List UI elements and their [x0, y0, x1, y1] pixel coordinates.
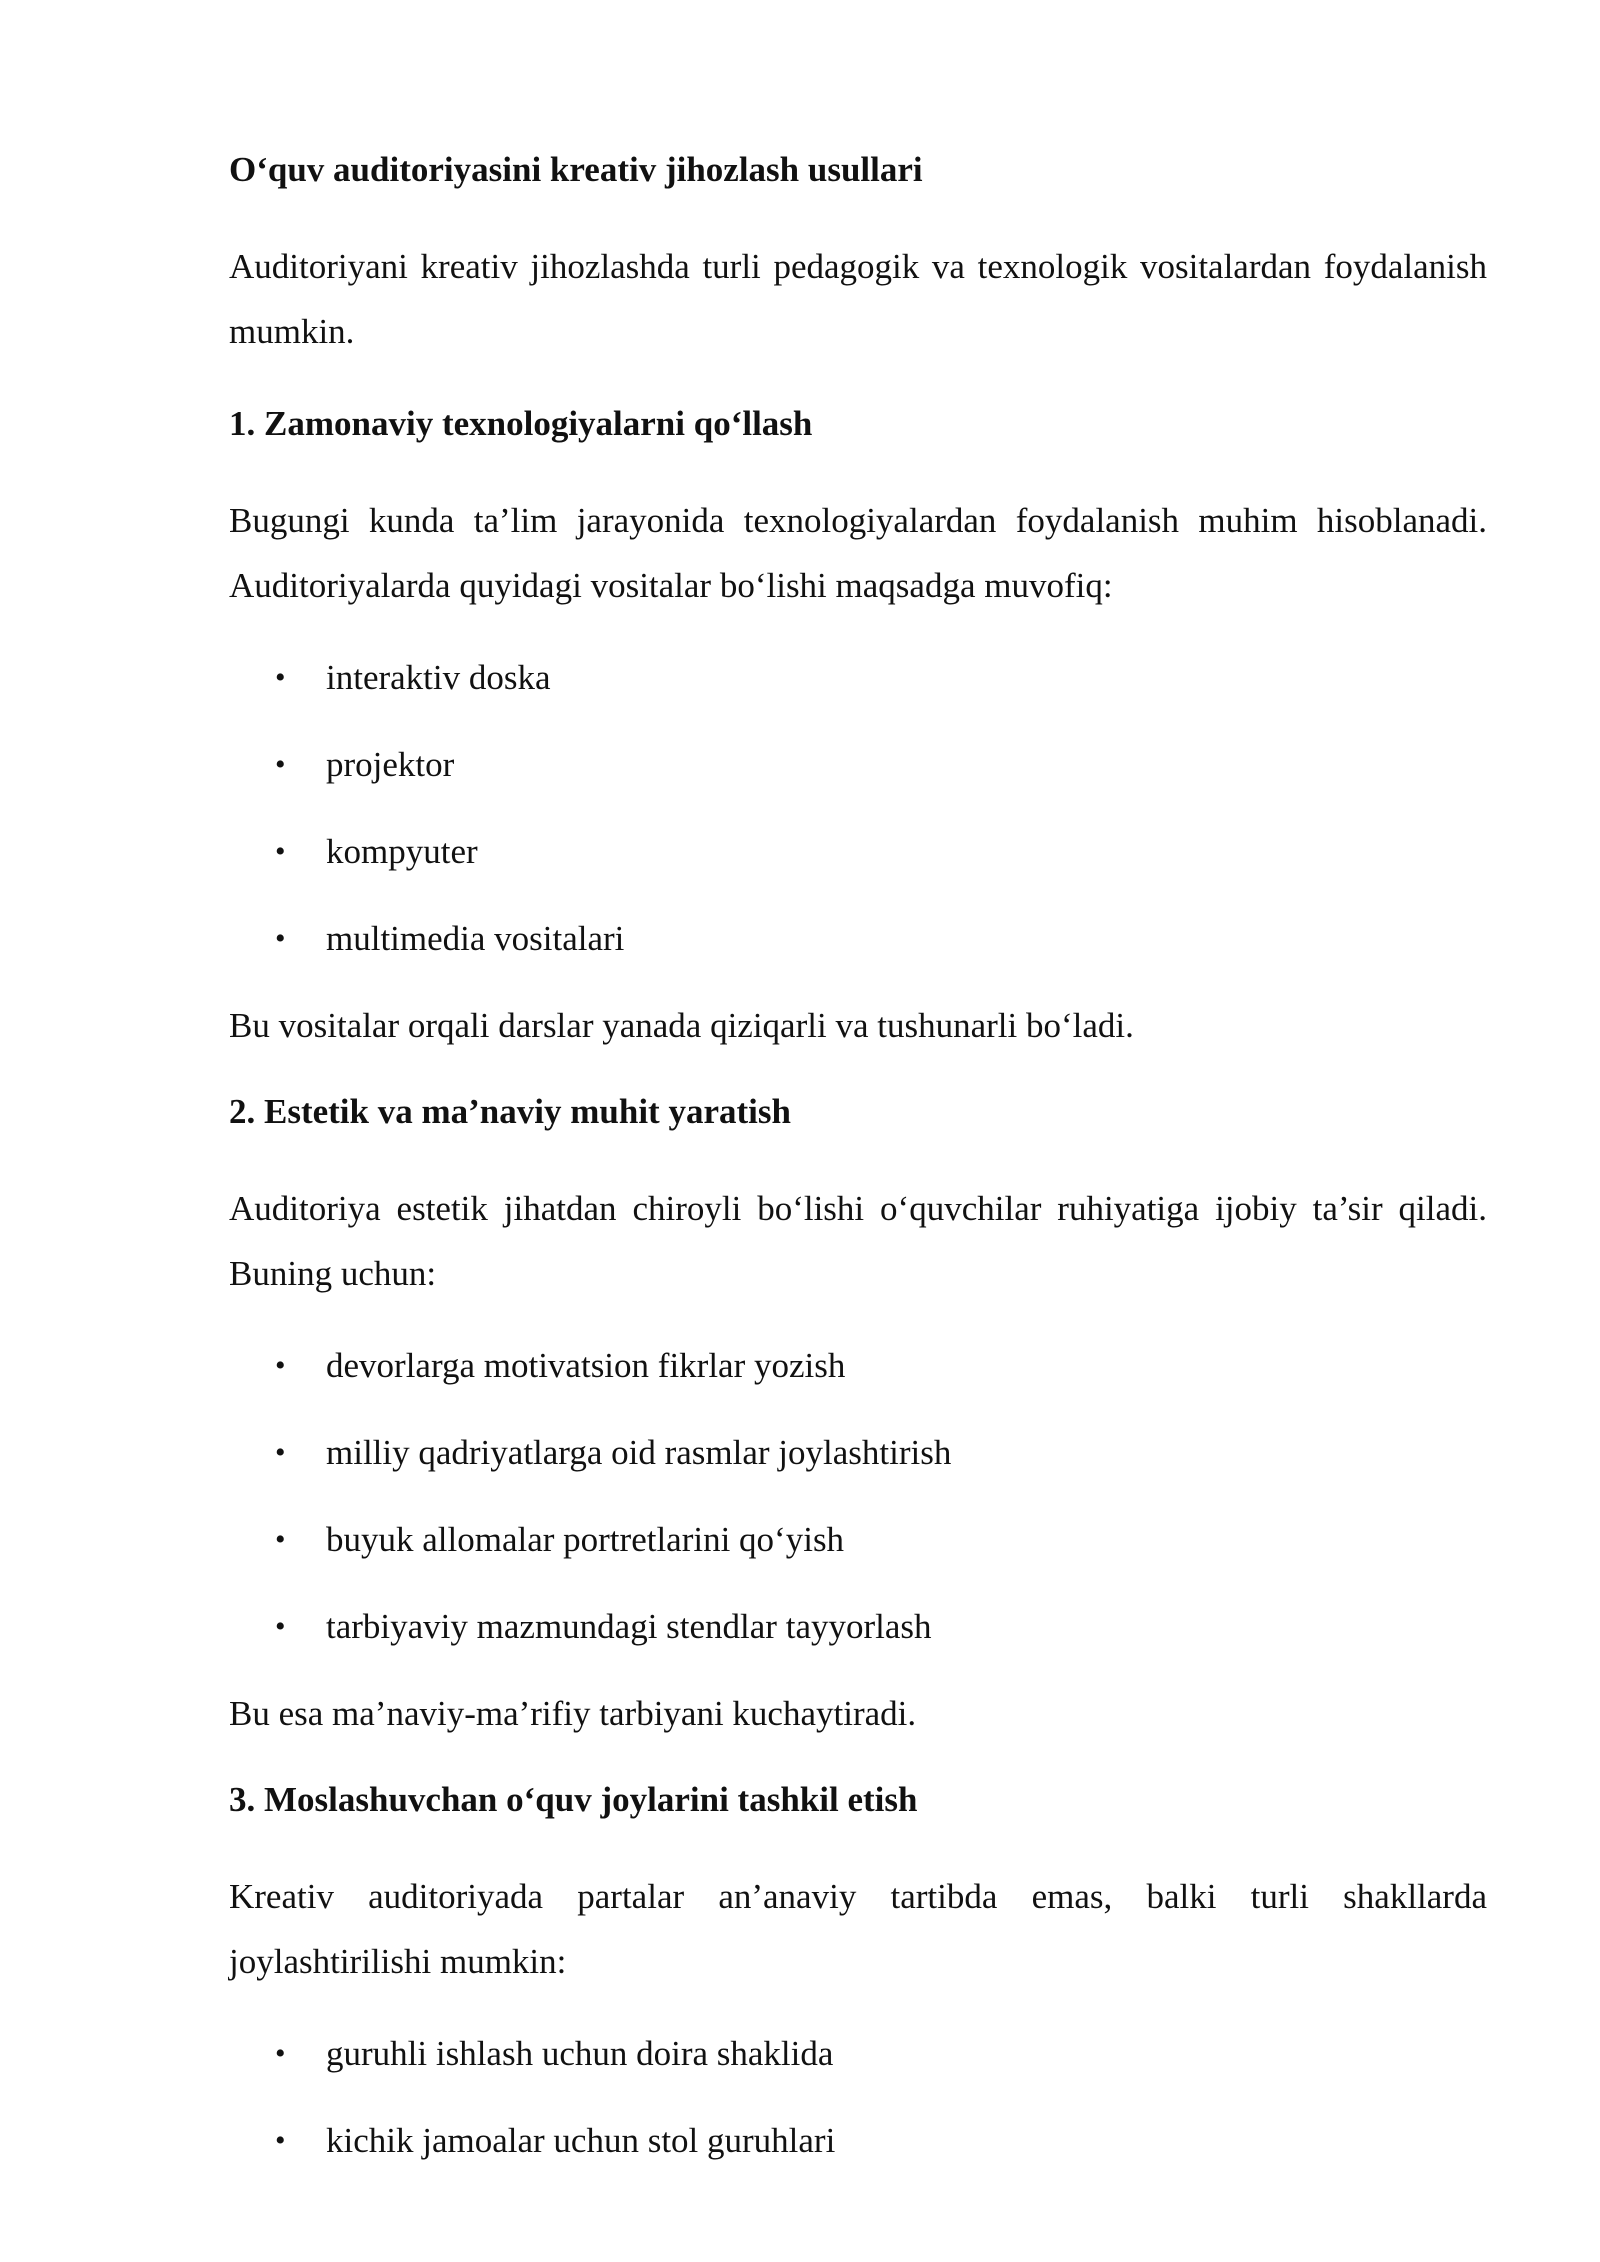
bullet-icon: • — [275, 1610, 286, 1643]
bullet-icon: • — [275, 661, 286, 694]
list-item: • projektor — [229, 743, 1487, 787]
section-3-bullet-list — [229, 2032, 1487, 2163]
bullet-icon: • — [275, 748, 286, 781]
list-item: • guruhli ishlash uchun doira shaklida — [229, 2032, 1487, 2076]
section-2-paragraph: Auditoriya estetik jihatdan chiroyli bo‘lishi o‘quvchilar ruhiyatiga ijobiy ta’sir qiladi. Buning uchun: — [229, 1189, 1487, 1293]
list-item: • kompyuter — [229, 830, 1487, 874]
list-item: • interaktiv doska — [229, 656, 1487, 700]
section-2-bullet-list — [229, 1344, 1487, 1649]
bullet-icon: • — [275, 1523, 286, 1556]
list-item: • kichik jamoalar uchun stol guruhlari — [229, 2119, 1487, 2163]
document-page — [229, 148, 1487, 2206]
document-title: O‘quv auditoriyasini kreativ jihozlash usullari — [229, 150, 923, 189]
section-1-bullet-list — [229, 656, 1487, 961]
list-item: • multimedia vositalari — [229, 917, 1487, 961]
section-3-heading: 3. Moslashuvchan o‘quv joylarini tashkil etish — [229, 1780, 918, 1819]
intro-paragraph: Auditoriyani kreativ jihozlashda turli pedagogik va texnologik vositalardan foydalanish mumkin. — [229, 247, 1487, 351]
section-1-heading: 1. Zamonaviy texnologiyalarni qo‘llash — [229, 404, 813, 443]
section-3-paragraph: Kreativ auditoriyada partalar an’anaviy tartibda emas, balki turli shakllarda joylashtirilishi mumkin: — [229, 1877, 1487, 1981]
bullet-icon: • — [275, 835, 286, 868]
section-2-conclusion: Bu esa ma’naviy-ma’rifiy tarbiyani kuchaytiradi. — [229, 1694, 917, 1733]
section-1-conclusion: Bu vositalar orqali darslar yanada qiziqarli va tushunarli bo‘ladi. — [229, 1006, 1134, 1045]
section-2-heading: 2. Estetik va ma’naviy muhit yaratish — [229, 1092, 791, 1131]
bullet-icon: • — [275, 1436, 286, 1469]
section-1-paragraph: Bugungi kunda ta’lim jarayonida texnologiyalardan foydalanish muhim hisoblanadi. Auditoriyalarda quyidagi vositalar bo‘lishi maqsadga muvofiq: — [229, 501, 1487, 605]
bullet-icon: • — [275, 1349, 286, 1382]
bullet-icon: • — [275, 2037, 286, 2070]
list-item: • buyuk allomalar portretlarini qo‘yish — [229, 1518, 1487, 1562]
bullet-icon: • — [275, 2124, 286, 2157]
bullet-icon: • — [275, 922, 286, 955]
list-item: • milliy qadriyatlarga oid rasmlar joylashtirish — [229, 1431, 1487, 1475]
list-item: • devorlarga motivatsion fikrlar yozish — [229, 1344, 1487, 1388]
list-item: • tarbiyaviy mazmundagi stendlar tayyorlash — [229, 1605, 1487, 1649]
